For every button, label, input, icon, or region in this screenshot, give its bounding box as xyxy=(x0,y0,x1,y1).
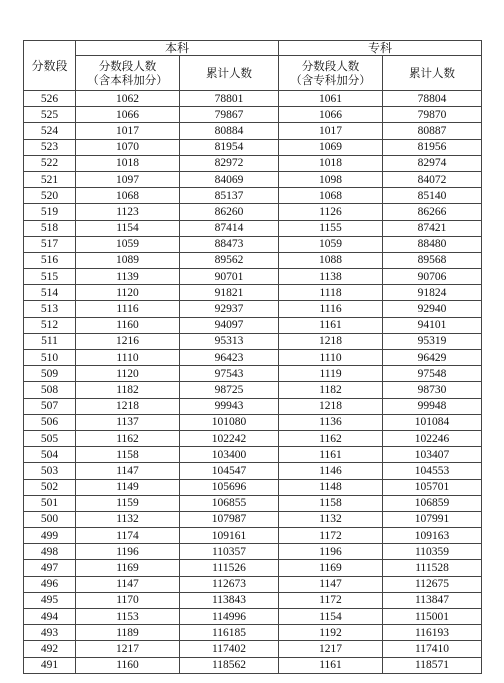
table-header xyxy=(24,41,482,91)
cell-undergraduate-band-count: 1017 xyxy=(76,123,180,139)
cell-vocational-cumulative: 110359 xyxy=(383,544,482,560)
table-row xyxy=(24,333,482,349)
table-row xyxy=(24,139,482,155)
cell-score-band: 512 xyxy=(24,317,76,333)
cell-undergraduate-band-count: 1068 xyxy=(76,188,180,204)
cell-vocational-band-count: 1169 xyxy=(279,560,383,576)
cell-undergraduate-band-count: 1174 xyxy=(76,528,180,544)
cell-vocational-band-count: 1192 xyxy=(279,625,383,641)
cell-score-band: 510 xyxy=(24,350,76,366)
cell-undergraduate-cumulative: 87414 xyxy=(180,220,279,236)
cell-score-band: 506 xyxy=(24,414,76,430)
cell-score-band: 518 xyxy=(24,220,76,236)
cell-score-band: 504 xyxy=(24,447,76,463)
table-row xyxy=(24,155,482,171)
cell-undergraduate-band-count: 1160 xyxy=(76,657,180,673)
table-row xyxy=(24,382,482,398)
header-vocational-band-count-line2: （含专科加分） xyxy=(290,73,371,87)
cell-score-band: 498 xyxy=(24,544,76,560)
cell-vocational-band-count: 1098 xyxy=(279,171,383,187)
cell-undergraduate-cumulative: 78801 xyxy=(180,91,279,107)
cell-score-band: 511 xyxy=(24,333,76,349)
cell-vocational-cumulative: 85140 xyxy=(383,188,482,204)
cell-score-band: 494 xyxy=(24,609,76,625)
cell-undergraduate-band-count: 1097 xyxy=(76,171,180,187)
cell-undergraduate-band-count: 1216 xyxy=(76,333,180,349)
header-score-band: 分数段 xyxy=(24,41,76,91)
header-undergraduate-cumulative: 累计人数 xyxy=(180,56,279,91)
header-row-columns xyxy=(24,56,482,91)
table-row xyxy=(24,430,482,446)
cell-vocational-band-count: 1161 xyxy=(279,317,383,333)
cell-undergraduate-band-count: 1089 xyxy=(76,252,180,268)
cell-vocational-cumulative: 105701 xyxy=(383,479,482,495)
cell-score-band: 501 xyxy=(24,495,76,511)
cell-undergraduate-band-count: 1110 xyxy=(76,350,180,366)
cell-vocational-band-count: 1069 xyxy=(279,139,383,155)
cell-vocational-cumulative: 102246 xyxy=(383,430,482,446)
cell-undergraduate-cumulative: 107987 xyxy=(180,511,279,527)
table-row xyxy=(24,123,482,139)
table-row xyxy=(24,414,482,430)
cell-undergraduate-cumulative: 82972 xyxy=(180,155,279,171)
cell-vocational-cumulative: 92940 xyxy=(383,301,482,317)
cell-undergraduate-cumulative: 94097 xyxy=(180,317,279,333)
cell-score-band: 492 xyxy=(24,641,76,657)
cell-score-band: 517 xyxy=(24,236,76,252)
cell-undergraduate-cumulative: 104547 xyxy=(180,463,279,479)
cell-vocational-band-count: 1147 xyxy=(279,576,383,592)
cell-undergraduate-band-count: 1116 xyxy=(76,301,180,317)
cell-undergraduate-cumulative: 90701 xyxy=(180,269,279,285)
cell-vocational-cumulative: 112675 xyxy=(383,576,482,592)
cell-undergraduate-band-count: 1160 xyxy=(76,317,180,333)
cell-score-band: 505 xyxy=(24,430,76,446)
cell-undergraduate-cumulative: 101080 xyxy=(180,414,279,430)
cell-vocational-cumulative: 79870 xyxy=(383,107,482,123)
cell-undergraduate-cumulative: 86260 xyxy=(180,204,279,220)
score-distribution-table xyxy=(23,40,482,674)
cell-vocational-band-count: 1017 xyxy=(279,123,383,139)
cell-undergraduate-band-count: 1147 xyxy=(76,576,180,592)
cell-vocational-cumulative: 115001 xyxy=(383,609,482,625)
table-body xyxy=(24,91,482,674)
cell-undergraduate-cumulative: 103400 xyxy=(180,447,279,463)
header-row-groups xyxy=(24,41,482,56)
cell-undergraduate-band-count: 1137 xyxy=(76,414,180,430)
cell-undergraduate-cumulative: 92937 xyxy=(180,301,279,317)
cell-vocational-band-count: 1218 xyxy=(279,333,383,349)
cell-vocational-band-count: 1116 xyxy=(279,301,383,317)
cell-vocational-band-count: 1110 xyxy=(279,350,383,366)
cell-vocational-cumulative: 87421 xyxy=(383,220,482,236)
cell-undergraduate-cumulative: 89562 xyxy=(180,252,279,268)
cell-score-band: 524 xyxy=(24,123,76,139)
table-row xyxy=(24,398,482,414)
cell-vocational-band-count: 1154 xyxy=(279,609,383,625)
cell-undergraduate-cumulative: 96423 xyxy=(180,350,279,366)
cell-undergraduate-cumulative: 80884 xyxy=(180,123,279,139)
cell-vocational-cumulative: 106859 xyxy=(383,495,482,511)
cell-undergraduate-cumulative: 88473 xyxy=(180,236,279,252)
cell-undergraduate-band-count: 1189 xyxy=(76,625,180,641)
cell-vocational-band-count: 1118 xyxy=(279,285,383,301)
cell-undergraduate-band-count: 1158 xyxy=(76,447,180,463)
cell-undergraduate-cumulative: 110357 xyxy=(180,544,279,560)
table-row xyxy=(24,171,482,187)
table-row xyxy=(24,107,482,123)
cell-undergraduate-cumulative: 118562 xyxy=(180,657,279,673)
cell-undergraduate-cumulative: 105696 xyxy=(180,479,279,495)
cell-vocational-band-count: 1217 xyxy=(279,641,383,657)
cell-undergraduate-cumulative: 91821 xyxy=(180,285,279,301)
table-row xyxy=(24,479,482,495)
cell-undergraduate-band-count: 1132 xyxy=(76,511,180,527)
table-row xyxy=(24,528,482,544)
cell-score-band: 499 xyxy=(24,528,76,544)
cell-undergraduate-band-count: 1147 xyxy=(76,463,180,479)
cell-score-band: 508 xyxy=(24,382,76,398)
cell-vocational-cumulative: 80887 xyxy=(383,123,482,139)
cell-vocational-cumulative: 116193 xyxy=(383,625,482,641)
cell-undergraduate-band-count: 1154 xyxy=(76,220,180,236)
cell-score-band: 519 xyxy=(24,204,76,220)
table-row xyxy=(24,188,482,204)
table-row xyxy=(24,236,482,252)
cell-undergraduate-band-count: 1120 xyxy=(76,366,180,382)
table-row xyxy=(24,220,482,236)
cell-score-band: 503 xyxy=(24,463,76,479)
table-row xyxy=(24,560,482,576)
cell-undergraduate-band-count: 1217 xyxy=(76,641,180,657)
cell-score-band: 502 xyxy=(24,479,76,495)
table-row xyxy=(24,317,482,333)
cell-vocational-band-count: 1088 xyxy=(279,252,383,268)
table-row xyxy=(24,269,482,285)
cell-vocational-band-count: 1182 xyxy=(279,382,383,398)
cell-undergraduate-cumulative: 113843 xyxy=(180,592,279,608)
cell-vocational-band-count: 1196 xyxy=(279,544,383,560)
cell-vocational-band-count: 1155 xyxy=(279,220,383,236)
cell-undergraduate-cumulative: 117402 xyxy=(180,641,279,657)
cell-undergraduate-band-count: 1139 xyxy=(76,269,180,285)
cell-vocational-cumulative: 84072 xyxy=(383,171,482,187)
header-vocational-band-count-line1: 分数段人数 xyxy=(301,59,360,73)
table-row xyxy=(24,204,482,220)
cell-undergraduate-cumulative: 79867 xyxy=(180,107,279,123)
cell-undergraduate-cumulative: 106855 xyxy=(180,495,279,511)
cell-vocational-cumulative: 91824 xyxy=(383,285,482,301)
cell-undergraduate-band-count: 1123 xyxy=(76,204,180,220)
cell-undergraduate-cumulative: 116185 xyxy=(180,625,279,641)
cell-vocational-cumulative: 94101 xyxy=(383,317,482,333)
header-undergraduate-band-count-line2: （含本科加分） xyxy=(87,73,168,87)
cell-vocational-cumulative: 78804 xyxy=(383,91,482,107)
cell-vocational-band-count: 1161 xyxy=(279,657,383,673)
cell-score-band: 522 xyxy=(24,155,76,171)
cell-undergraduate-band-count: 1120 xyxy=(76,285,180,301)
table-row xyxy=(24,625,482,641)
cell-vocational-band-count: 1132 xyxy=(279,511,383,527)
table-row xyxy=(24,495,482,511)
table-row xyxy=(24,511,482,527)
header-group-undergraduate: 本科 xyxy=(76,41,279,56)
cell-undergraduate-band-count: 1170 xyxy=(76,592,180,608)
cell-vocational-cumulative: 82974 xyxy=(383,155,482,171)
cell-score-band: 521 xyxy=(24,171,76,187)
cell-score-band: 526 xyxy=(24,91,76,107)
cell-score-band: 523 xyxy=(24,139,76,155)
cell-undergraduate-cumulative: 99943 xyxy=(180,398,279,414)
cell-vocational-cumulative: 104553 xyxy=(383,463,482,479)
cell-score-band: 493 xyxy=(24,625,76,641)
cell-undergraduate-band-count: 1169 xyxy=(76,560,180,576)
cell-undergraduate-band-count: 1149 xyxy=(76,479,180,495)
cell-undergraduate-cumulative: 84069 xyxy=(180,171,279,187)
cell-vocational-cumulative: 97548 xyxy=(383,366,482,382)
table-row xyxy=(24,447,482,463)
cell-vocational-cumulative: 99948 xyxy=(383,398,482,414)
cell-vocational-band-count: 1068 xyxy=(279,188,383,204)
cell-undergraduate-band-count: 1062 xyxy=(76,91,180,107)
cell-vocational-cumulative: 103407 xyxy=(383,447,482,463)
table-row xyxy=(24,91,482,107)
table-row xyxy=(24,576,482,592)
cell-undergraduate-cumulative: 111526 xyxy=(180,560,279,576)
cell-undergraduate-cumulative: 81954 xyxy=(180,139,279,155)
cell-vocational-cumulative: 96429 xyxy=(383,350,482,366)
header-vocational-cumulative: 累计人数 xyxy=(383,56,482,91)
table-row xyxy=(24,285,482,301)
cell-score-band: 507 xyxy=(24,398,76,414)
cell-vocational-cumulative: 111528 xyxy=(383,560,482,576)
cell-vocational-cumulative: 101084 xyxy=(383,414,482,430)
cell-vocational-band-count: 1172 xyxy=(279,528,383,544)
cell-undergraduate-band-count: 1018 xyxy=(76,155,180,171)
cell-undergraduate-band-count: 1218 xyxy=(76,398,180,414)
cell-score-band: 514 xyxy=(24,285,76,301)
cell-undergraduate-cumulative: 102242 xyxy=(180,430,279,446)
cell-vocational-cumulative: 89568 xyxy=(383,252,482,268)
cell-vocational-band-count: 1119 xyxy=(279,366,383,382)
cell-score-band: 495 xyxy=(24,592,76,608)
header-group-vocational: 专科 xyxy=(279,41,482,56)
cell-vocational-band-count: 1066 xyxy=(279,107,383,123)
cell-score-band: 520 xyxy=(24,188,76,204)
cell-undergraduate-cumulative: 95313 xyxy=(180,333,279,349)
table-row xyxy=(24,641,482,657)
cell-vocational-cumulative: 118571 xyxy=(383,657,482,673)
cell-undergraduate-band-count: 1066 xyxy=(76,107,180,123)
cell-undergraduate-band-count: 1059 xyxy=(76,236,180,252)
table-row xyxy=(24,657,482,673)
cell-vocational-cumulative: 98730 xyxy=(383,382,482,398)
cell-vocational-cumulative: 95319 xyxy=(383,333,482,349)
cell-vocational-band-count: 1138 xyxy=(279,269,383,285)
table-row xyxy=(24,592,482,608)
cell-vocational-cumulative: 113847 xyxy=(383,592,482,608)
cell-vocational-band-count: 1148 xyxy=(279,479,383,495)
cell-vocational-band-count: 1158 xyxy=(279,495,383,511)
cell-undergraduate-band-count: 1153 xyxy=(76,609,180,625)
cell-vocational-band-count: 1218 xyxy=(279,398,383,414)
cell-undergraduate-cumulative: 112673 xyxy=(180,576,279,592)
cell-vocational-cumulative: 117410 xyxy=(383,641,482,657)
cell-vocational-band-count: 1061 xyxy=(279,91,383,107)
cell-undergraduate-band-count: 1159 xyxy=(76,495,180,511)
cell-score-band: 496 xyxy=(24,576,76,592)
cell-undergraduate-band-count: 1162 xyxy=(76,430,180,446)
cell-undergraduate-cumulative: 114996 xyxy=(180,609,279,625)
table-row xyxy=(24,350,482,366)
cell-vocational-band-count: 1059 xyxy=(279,236,383,252)
header-undergraduate-band-count xyxy=(76,56,180,91)
cell-undergraduate-cumulative: 85137 xyxy=(180,188,279,204)
cell-vocational-cumulative: 109163 xyxy=(383,528,482,544)
cell-vocational-cumulative: 88480 xyxy=(383,236,482,252)
table-row xyxy=(24,366,482,382)
cell-undergraduate-cumulative: 97543 xyxy=(180,366,279,382)
table-row xyxy=(24,301,482,317)
cell-vocational-band-count: 1136 xyxy=(279,414,383,430)
cell-vocational-cumulative: 81956 xyxy=(383,139,482,155)
cell-vocational-band-count: 1172 xyxy=(279,592,383,608)
cell-vocational-band-count: 1126 xyxy=(279,204,383,220)
cell-score-band: 513 xyxy=(24,301,76,317)
cell-undergraduate-cumulative: 109161 xyxy=(180,528,279,544)
cell-undergraduate-band-count: 1182 xyxy=(76,382,180,398)
cell-score-band: 497 xyxy=(24,560,76,576)
cell-score-band: 515 xyxy=(24,269,76,285)
table-row xyxy=(24,544,482,560)
cell-score-band: 509 xyxy=(24,366,76,382)
cell-score-band: 491 xyxy=(24,657,76,673)
cell-score-band: 525 xyxy=(24,107,76,123)
header-undergraduate-band-count-line1: 分数段人数 xyxy=(98,59,157,73)
table-row xyxy=(24,252,482,268)
cell-vocational-cumulative: 90706 xyxy=(383,269,482,285)
cell-vocational-band-count: 1162 xyxy=(279,430,383,446)
cell-vocational-band-count: 1018 xyxy=(279,155,383,171)
cell-score-band: 516 xyxy=(24,252,76,268)
table-row xyxy=(24,463,482,479)
cell-undergraduate-band-count: 1196 xyxy=(76,544,180,560)
table-row xyxy=(24,609,482,625)
cell-undergraduate-band-count: 1070 xyxy=(76,139,180,155)
cell-vocational-band-count: 1161 xyxy=(279,447,383,463)
cell-score-band: 500 xyxy=(24,511,76,527)
cell-vocational-band-count: 1146 xyxy=(279,463,383,479)
cell-undergraduate-cumulative: 98725 xyxy=(180,382,279,398)
header-vocational-band-count xyxy=(279,56,383,91)
cell-vocational-cumulative: 107991 xyxy=(383,511,482,527)
cell-vocational-cumulative: 86266 xyxy=(383,204,482,220)
